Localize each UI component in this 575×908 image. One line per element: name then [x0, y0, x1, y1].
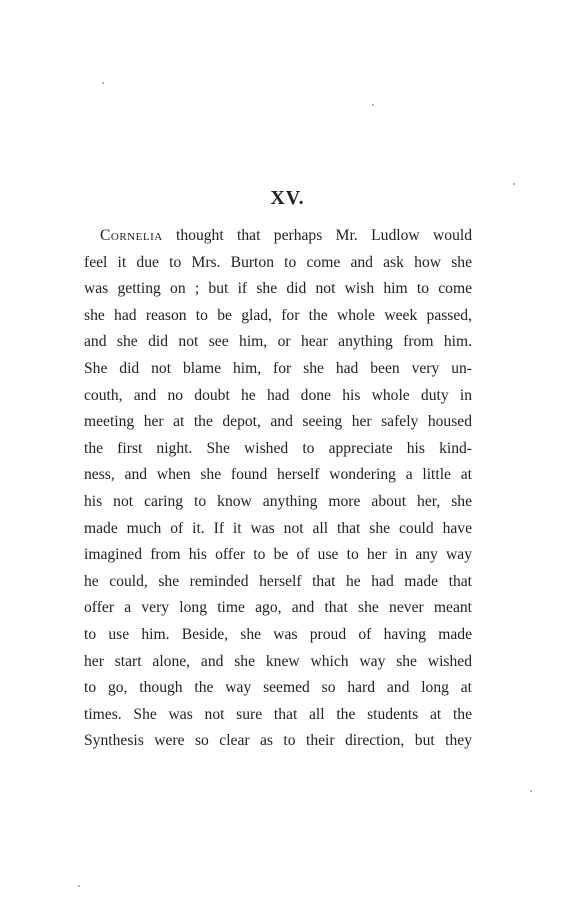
text-line: She did not blame him, for she had been very un-: [84, 359, 472, 377]
text-line: he could, she reminded herself that he had made that: [84, 572, 472, 590]
text-line: times. She was not sure that all the students at the: [84, 705, 472, 723]
paper-speck: [530, 790, 532, 792]
text-line: the first night. She wished to appreciate his kind-: [84, 439, 472, 457]
text-line: she had reason to be glad, for the whole week passed,: [84, 306, 472, 324]
text-line: [84, 223, 472, 250]
text-line-rest: thought that perhaps Mr. Ludlow would: [162, 227, 472, 244]
text-line: made much of it. If it was not all that she could have: [84, 519, 472, 537]
paper-speck: [102, 82, 104, 84]
body-text: [84, 223, 472, 755]
paper-speck: [372, 104, 374, 106]
text-line: to use him. Beside, she was proud of having made: [84, 625, 472, 643]
text-line: his not caring to know anything more about her, she: [84, 492, 472, 510]
text-line: her start alone, and she knew which way she wished: [84, 652, 472, 670]
paper-speck: [513, 183, 515, 185]
text-line: was getting on ; but if she did not wish him to come: [84, 280, 472, 298]
text-line: imagined from his offer to be of use to her in any way: [84, 546, 472, 564]
text-line: couth, and no doubt he had done his whole duty in: [84, 386, 472, 404]
paper-speck: [78, 885, 80, 887]
opening-word: Cornelia: [100, 227, 163, 244]
text-line: Synthesis were so clear as to their direction, but they: [84, 732, 472, 750]
text-line: and she did not see him, or hear anything from him.: [84, 333, 472, 351]
text-line: meeting her at the depot, and seeing her safely housed: [84, 413, 472, 431]
text-line: to go, though the way seemed so hard and long at: [84, 679, 472, 697]
text-line: ness, and when she found herself wondering a little at: [84, 466, 472, 484]
chapter-heading: XV.: [270, 187, 305, 209]
text-line: feel it due to Mrs. Burton to come and ask how she: [84, 253, 472, 271]
text-line: offer a very long time ago, and that she never meant: [84, 599, 472, 617]
